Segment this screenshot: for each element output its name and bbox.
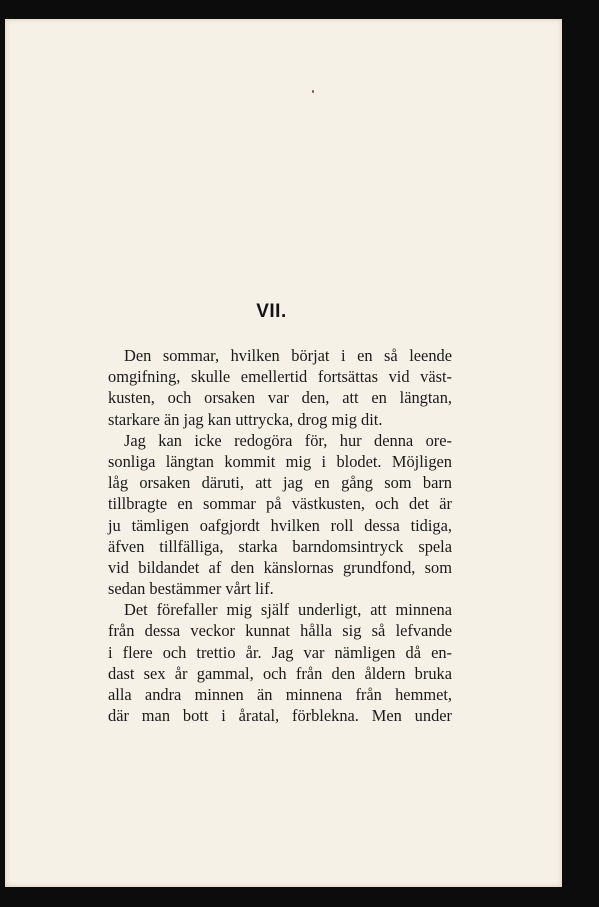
text-line: Den sommar, hvilken börjat i en så leende [124,346,452,365]
page-paper [5,19,562,887]
text-line: låg orsaken däruti, att jag en gång som barn [108,473,452,493]
text-line: omgifning, skulle emellertid fortsättas vid väst- [108,367,452,387]
text-line: kusten, och orsaken var den, att en längtan, [108,388,452,408]
text-line: tillbragte en sommar på västkusten, och det är [108,494,452,514]
text-line: Det förefaller mig själf underligt, att minnena [124,600,452,620]
paper-speck [312,90,314,93]
text-line: Jag kan icke redogöra för, hur denna ore- [124,430,452,450]
text-line: alla andra minnen än minnena från hemmet, [108,685,452,704]
chapter-heading: VII. [256,301,287,322]
text-line: sonliga längtan kommit mig i blodet. Möjligen [108,451,452,471]
text-line: dast sex år gammal, och från den åldern bruka [108,663,452,683]
text-line: starkare än jag kan uttrycka, drog mig dit. [108,409,383,429]
text-line: sedan bestämmer vårt lif. [108,579,274,599]
text-line: där man bott i åratal, förblekna. Men under [108,706,452,726]
text-line: vid bildandet af den känslornas grundfond, som [108,557,452,577]
body-text [108,345,452,726]
text-line: äfven tillfälliga, starka barndomsintryck spela [108,536,452,556]
text-line: i flere och trettio år. Jag var nämligen då en- [108,642,452,662]
text-line: från dessa veckor kunnat hålla sig så lefvande [108,621,452,641]
text-line: ju tämligen oafgjordt hvilken roll dessa tidiga, [108,515,452,535]
